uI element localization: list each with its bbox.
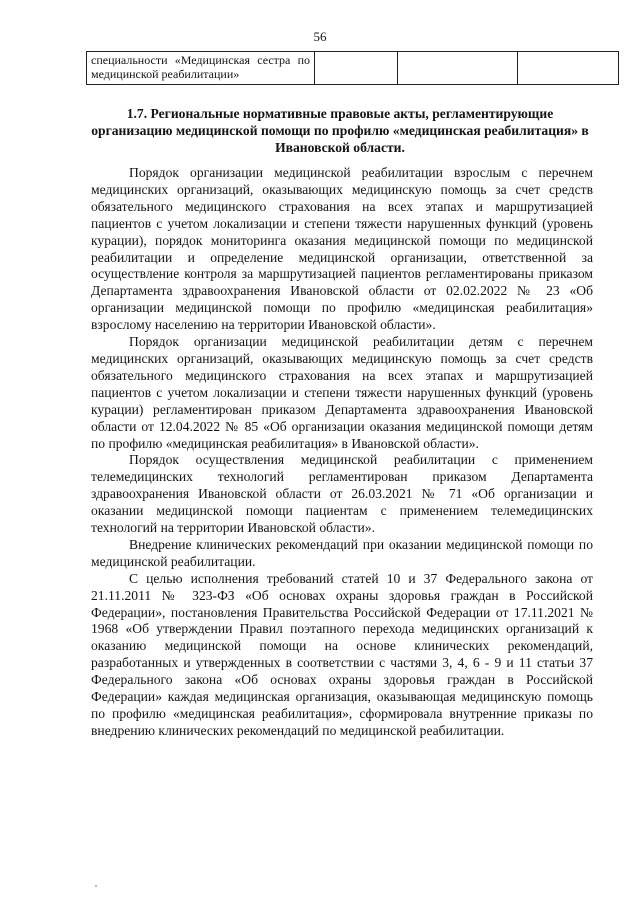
table-cell	[518, 52, 619, 85]
paragraph: Порядок осуществления медицинской реабилитации с применением телемедицинских технологий регламентирован приказом Департамента здравоохранения Ивановской области от 26.03.2021 № 71 «Об организации и оказании медицинской помощи пациентам с применением телемедицинских технологий на территории Ивановской области».	[91, 452, 593, 536]
table-cell	[315, 52, 398, 85]
page-number: 56	[313, 29, 327, 44]
paragraph: Порядок организации медицинской реабилитации взрослым с перечнем медицинских организаций, оказывающих медицинскую помощь за счет средств обязательного медицинского страхования на всех этапах и маршрутизацией пациентов с учетом локализации и степени тяжести нарушенных функций (уровень курации), порядок мониторинга оказания медицинской помощи по медицинской реабилитации и определение медицинской организации, ответственной за осуществление контроля за маршрутизацией пациентов регламентированы приказом Департамента здравоохранения Ивановской области от 02.02.2022 № 23 «Об организации медицинской помощи по профилю «медицинская реабилитация» взрослому населению на территории Ивановской области».	[91, 165, 593, 333]
paragraph: Внедрение клинических рекомендаций при оказании медицинской помощи по медицинской реабилитации.	[91, 536, 593, 569]
continued-table	[86, 51, 619, 85]
paragraph: С целью исполнения требований статей 10 и 37 Федерального закона от 21.11.2011 № 323-ФЗ «Об основах охраны здоровья граждан в Российской Федерации», постановления Правительства Российской Федерации от 17.11.2021 № 1968 «Об утверждении Правил поэтапного перехода медицинских организаций к оказанию медицинской помощи на основе клинических рекомендаций, разработанных и утвержденных в соответствии с частями 3, 4, 6 - 9 и 11 статьи 37 Федерального закона «Об основах охраны здоровья граждан в Российской Федерации» каждая медицинская организация, оказывающая медицинскую помощь по профилю «медицинская реабилитация», сформировала внутренние приказы по внедрению клинических рекомендаций по медицинской реабилитации.	[91, 570, 593, 738]
section-heading: 1.7. Региональные нормативные правовые акты, регламентирующие организацию медицинской помощи по профилю «медицинская реабилитация» в Ивановской области.	[91, 106, 589, 155]
table-cell	[398, 52, 518, 85]
paragraph: Порядок организации медицинской реабилитации детям с перечнем медицинских организаций, оказывающих медицинскую помощь за счет средств обязательного медицинского страхования на всех этапах и маршрутизацией пациентов с учетом локализации и степени тяжести нарушенных функций (уровень курации) регламентирован приказом Департамента здравоохранения Ивановской области от 12.04.2022 № 85 «Об организации оказания медицинской помощи детям по профилю «медицинская реабилитация» в Ивановской области».	[91, 334, 593, 451]
scan-artifact	[95, 885, 97, 887]
body-text	[91, 165, 593, 740]
table-cell: специальности «Медицинская сестра по медицинской реабилитации»	[87, 52, 315, 85]
table-row	[87, 52, 619, 85]
